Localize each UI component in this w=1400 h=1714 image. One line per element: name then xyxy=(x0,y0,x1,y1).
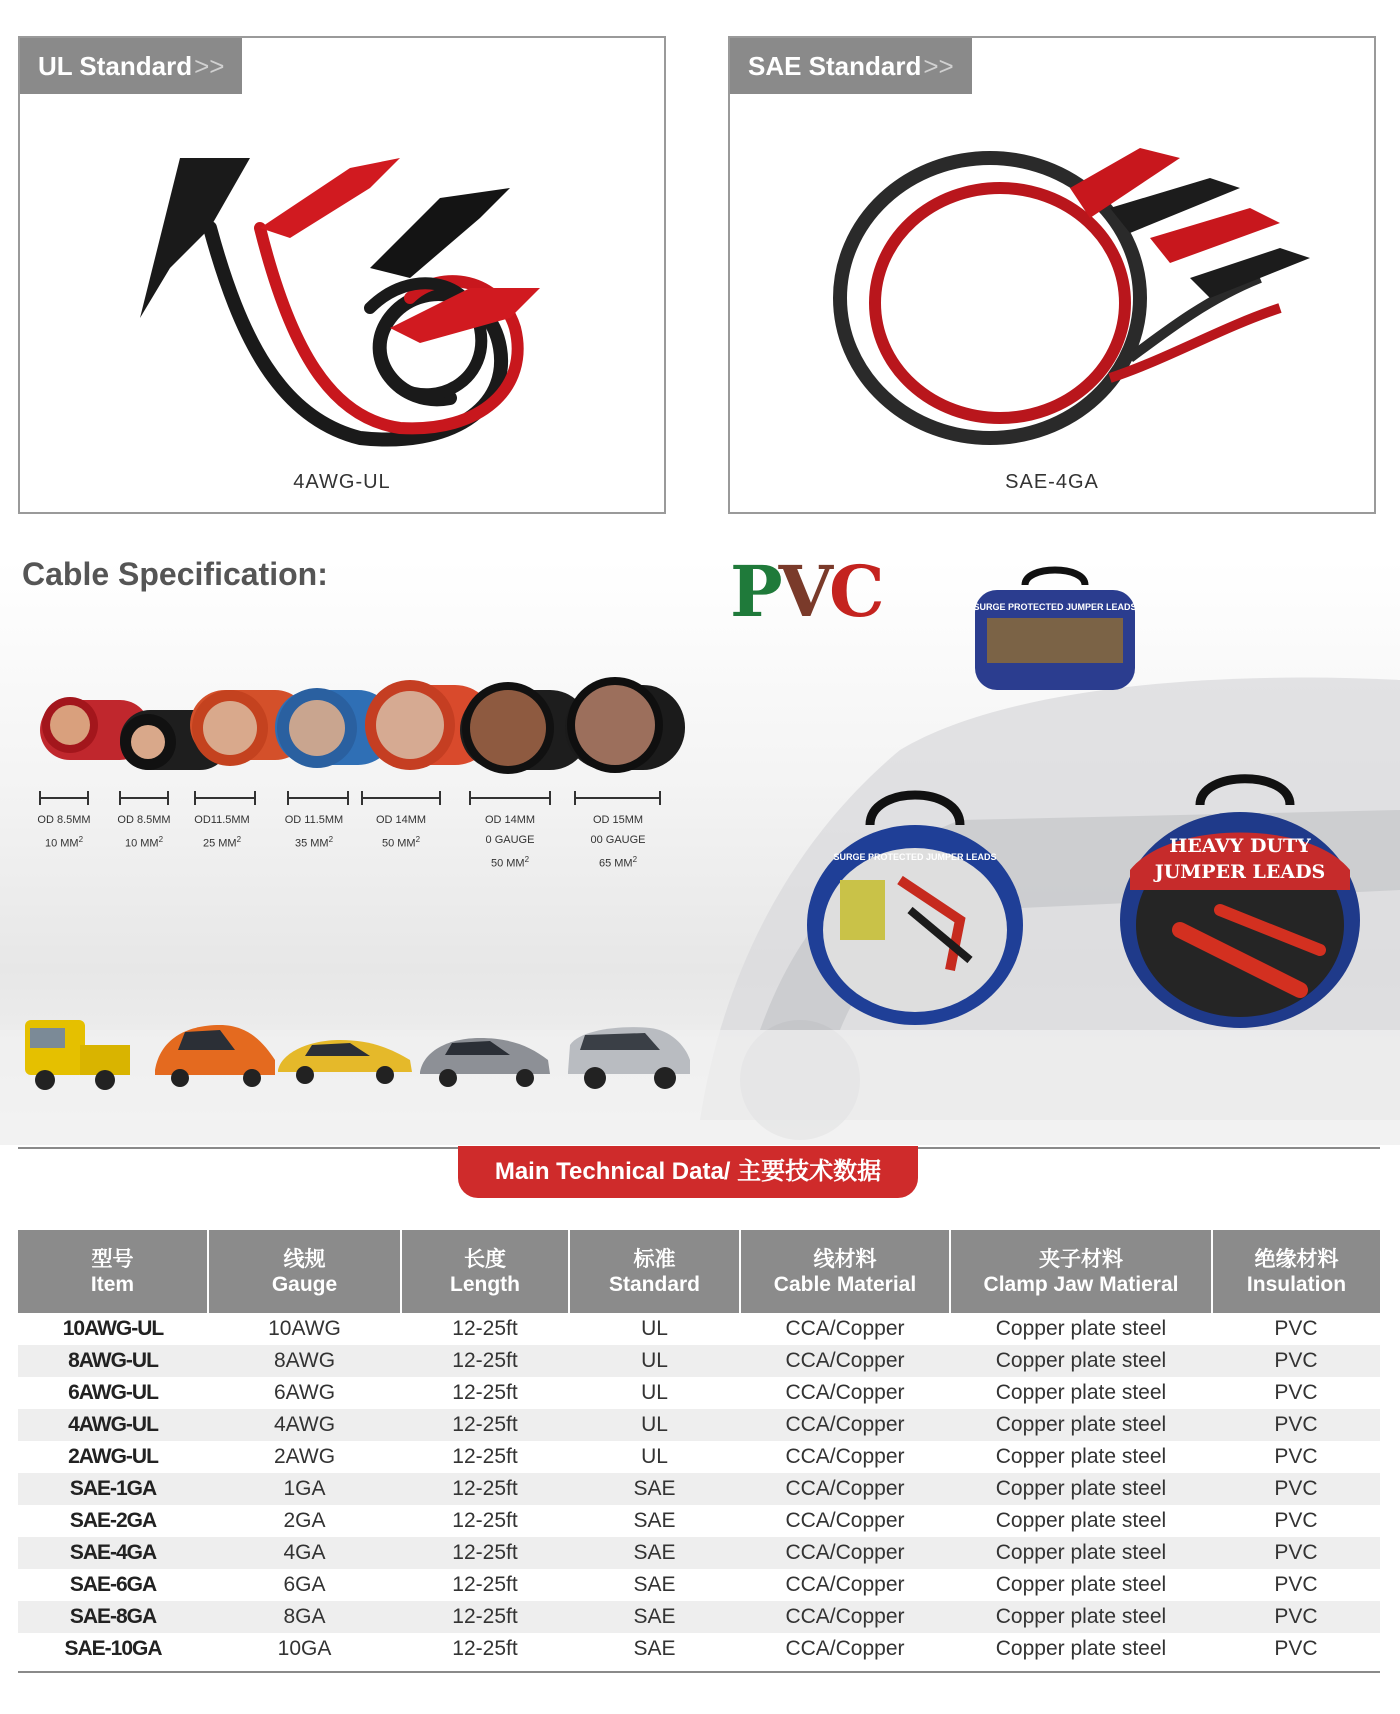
sae-caption: SAE-4GA xyxy=(1005,471,1099,493)
table-cell: CCA/Copper xyxy=(785,1573,905,1596)
vehicle-row xyxy=(20,1000,700,1100)
blue-carry-bag xyxy=(965,560,1145,700)
table-row xyxy=(18,1409,1380,1441)
table-cell: PVC xyxy=(1274,1509,1318,1532)
cable-label-6: OD 14MM 0 GAUGE 50 $MM^2$ xyxy=(484,814,536,870)
table-cell: SAE-6GA xyxy=(69,1573,157,1596)
table-cell: 4AWG xyxy=(208,1409,401,1441)
table-cell: SAE xyxy=(569,1537,740,1569)
table-cell: Copper plate steel xyxy=(950,1473,1212,1505)
sae-standard-panel xyxy=(728,36,1376,514)
table-cell: Copper plate steel xyxy=(995,1573,1167,1596)
table-cell: 12-25ft xyxy=(401,1345,569,1377)
svg-text:HEAVY DUTY: HEAVY DUTY xyxy=(1169,835,1311,857)
ul-caption: 4AWG-UL xyxy=(293,471,391,493)
header-standard: 标准 Standard xyxy=(569,1230,740,1313)
table-cell: 12-25ft xyxy=(401,1537,569,1569)
table-cell: CCA/Copper xyxy=(740,1473,950,1505)
table-cell: Copper plate steel xyxy=(995,1381,1167,1404)
table-cell: 8GA xyxy=(208,1601,401,1633)
tag-arrows: >> xyxy=(194,51,225,81)
table-cell: 12-25ft xyxy=(452,1509,518,1532)
sae-cable-photo xyxy=(810,128,1330,458)
cable-label-1: OD 8.5MM 10 $MM^2$ xyxy=(37,814,91,850)
table-cell: CCA/Copper xyxy=(740,1601,950,1633)
heavy-duty-carry-bag xyxy=(1110,760,1370,1030)
table-cell: PVC xyxy=(1274,1445,1318,1468)
table-cell: CCA/Copper xyxy=(785,1445,905,1468)
svg-text:SURGE PROTECTED JUMPER LEADS: SURGE PROTECTED JUMPER LEADS xyxy=(973,602,1137,612)
table-cell: Copper plate steel xyxy=(995,1637,1167,1660)
table-cell: PVC xyxy=(1274,1637,1318,1660)
table-cell: 12-25ft xyxy=(452,1637,518,1660)
main-technical-data-tab: Main Technical Data/ 主要技术数据 xyxy=(458,1146,918,1198)
header-gauge: 线规 Gauge xyxy=(208,1230,401,1313)
sae-standard-label: SAE Standard xyxy=(748,51,922,81)
table-cell: PVC xyxy=(1212,1473,1380,1505)
table-cell: 4GA xyxy=(208,1537,401,1569)
table-cell: PVC xyxy=(1274,1317,1318,1340)
table-cell: UL xyxy=(569,1409,740,1441)
table-cell: Copper plate steel xyxy=(950,1345,1212,1377)
table-cell: 12-25ft xyxy=(401,1601,569,1633)
table-row xyxy=(18,1441,1380,1473)
table-cell: SAE-1GA xyxy=(18,1473,208,1505)
table-row xyxy=(18,1601,1380,1633)
silver-suv-icon xyxy=(568,1027,690,1089)
table-cell: SAE-4GA xyxy=(18,1537,208,1569)
cable-spec-title: Cable Specification: xyxy=(22,556,328,592)
table-row xyxy=(18,1537,1380,1569)
table-row xyxy=(18,1377,1380,1409)
tag-arrows: >> xyxy=(923,51,954,81)
table-cell: CCA/Copper xyxy=(785,1637,905,1660)
truck-icon xyxy=(25,1020,130,1090)
table-cell: PVC xyxy=(1212,1409,1380,1441)
table-cell: SAE xyxy=(633,1637,676,1660)
header-insulation: 绝缘材料 Insulation xyxy=(1212,1230,1380,1313)
svg-text:SURGE PROTECTED JUMPER LEADS: SURGE PROTECTED JUMPER LEADS xyxy=(833,852,997,862)
table-cell: 6AWG xyxy=(273,1381,336,1404)
table-cell: CCA/Copper xyxy=(785,1381,905,1404)
table-row xyxy=(18,1473,1380,1505)
table-cell: 1GA xyxy=(208,1473,401,1505)
table-cell: CCA/Copper xyxy=(785,1317,905,1340)
ul-standard-tag xyxy=(20,38,242,94)
table-cell: 10GA xyxy=(277,1637,332,1660)
table-cell: UL xyxy=(641,1317,668,1340)
table-cell: CCA/Copper xyxy=(785,1509,905,1532)
table-cell: 12-25ft xyxy=(452,1445,518,1468)
header-clamp-jaw-material: 夹子材料 Clamp Jaw Matieral xyxy=(950,1230,1212,1313)
table-cell: 2AWG-UL xyxy=(68,1445,158,1468)
technical-data-table xyxy=(18,1230,1380,1673)
table-cell: Copper plate steel xyxy=(995,1317,1167,1340)
table-cell: SAE xyxy=(569,1601,740,1633)
table-cell: 8AWG-UL xyxy=(18,1345,208,1377)
ul-standard-label: UL Standard xyxy=(38,51,193,81)
table-cell: 2AWG xyxy=(273,1445,336,1468)
table-cell: 12-25ft xyxy=(452,1317,518,1340)
table-cell: Copper plate steel xyxy=(995,1445,1167,1468)
header-item: 型号 Item xyxy=(18,1230,208,1313)
table-cell: PVC xyxy=(1212,1537,1380,1569)
table-cell: SAE xyxy=(633,1509,676,1532)
ul-standard-panel xyxy=(18,36,666,514)
table-row xyxy=(18,1345,1380,1377)
table-cell: PVC xyxy=(1212,1345,1380,1377)
cable-label-2: OD 8.5MM 10 $MM^2$ xyxy=(117,814,171,850)
table-cell: CCA/Copper xyxy=(740,1537,950,1569)
table-row xyxy=(18,1569,1380,1601)
table-cell: 12-25ft xyxy=(452,1381,518,1404)
table-cell: PVC xyxy=(1274,1381,1318,1404)
table-cell: UL xyxy=(569,1345,740,1377)
cable-label-4: OD 11.5MM 35 $MM^2$ xyxy=(284,814,344,850)
table-cell: 12-25ft xyxy=(452,1573,518,1596)
header-cable-material: 线材料 Cable Material xyxy=(740,1230,950,1313)
sae-standard-tag xyxy=(730,38,972,94)
table-cell: 12-25ft xyxy=(401,1409,569,1441)
cable-label-3: OD11.5MM 25 $MM^2$ xyxy=(194,814,250,850)
table-cell: 8AWG xyxy=(208,1345,401,1377)
table-cell: 10AWG-UL xyxy=(62,1317,164,1340)
table-header-row xyxy=(18,1230,1380,1313)
dimension-brackets xyxy=(30,788,690,808)
table-cell: SAE-8GA xyxy=(18,1601,208,1633)
table-cell: PVC xyxy=(1274,1573,1318,1596)
header-length: 长度 Length xyxy=(401,1230,569,1313)
table-cell: 6AWG-UL xyxy=(68,1381,158,1404)
ul-cable-photo xyxy=(120,118,580,458)
table-cell: UL xyxy=(641,1445,668,1468)
grey-sedan-icon xyxy=(420,1038,550,1087)
table-cell: Copper plate steel xyxy=(950,1409,1212,1441)
table-row xyxy=(18,1633,1380,1665)
table-cell: 10AWG xyxy=(268,1317,341,1340)
table-cell: 12-25ft xyxy=(401,1473,569,1505)
table-cell: SAE-2GA xyxy=(69,1509,157,1532)
table-cell: 2GA xyxy=(283,1509,326,1532)
table-row xyxy=(18,1313,1380,1345)
pvc-logo: PVC xyxy=(730,550,881,633)
table-cell: CCA/Copper xyxy=(740,1345,950,1377)
table-cell: SAE xyxy=(569,1473,740,1505)
table-row xyxy=(18,1505,1380,1537)
table-cell: Copper plate steel xyxy=(950,1537,1212,1569)
table-cell: SAE-10GA xyxy=(64,1637,162,1660)
table-cell: Copper plate steel xyxy=(950,1601,1212,1633)
table-cell: PVC xyxy=(1212,1601,1380,1633)
yellow-sedan-icon xyxy=(278,1040,412,1084)
table-cell: Copper plate steel xyxy=(995,1509,1167,1532)
table-cell: UL xyxy=(641,1381,668,1404)
table-cell: 6GA xyxy=(283,1573,326,1596)
cable-label-7: OD 15MM 00 GAUGE 65 $MM^2$ xyxy=(590,814,646,870)
round-carry-bag xyxy=(800,770,1030,1030)
cable-label-5: OD 14MM 50 $MM^2$ xyxy=(375,814,427,850)
table-bottom-rule xyxy=(18,1671,1380,1673)
table-cell: SAE xyxy=(633,1573,676,1596)
cable-cross-section-7 xyxy=(565,677,685,773)
table-cell: 4AWG-UL xyxy=(18,1409,208,1441)
orange-hatchback-icon xyxy=(155,1025,275,1087)
table-cell: CCA/Copper xyxy=(740,1409,950,1441)
svg-text:JUMPER LEADS: JUMPER LEADS xyxy=(1154,861,1326,883)
cable-cross-sections xyxy=(30,670,690,790)
